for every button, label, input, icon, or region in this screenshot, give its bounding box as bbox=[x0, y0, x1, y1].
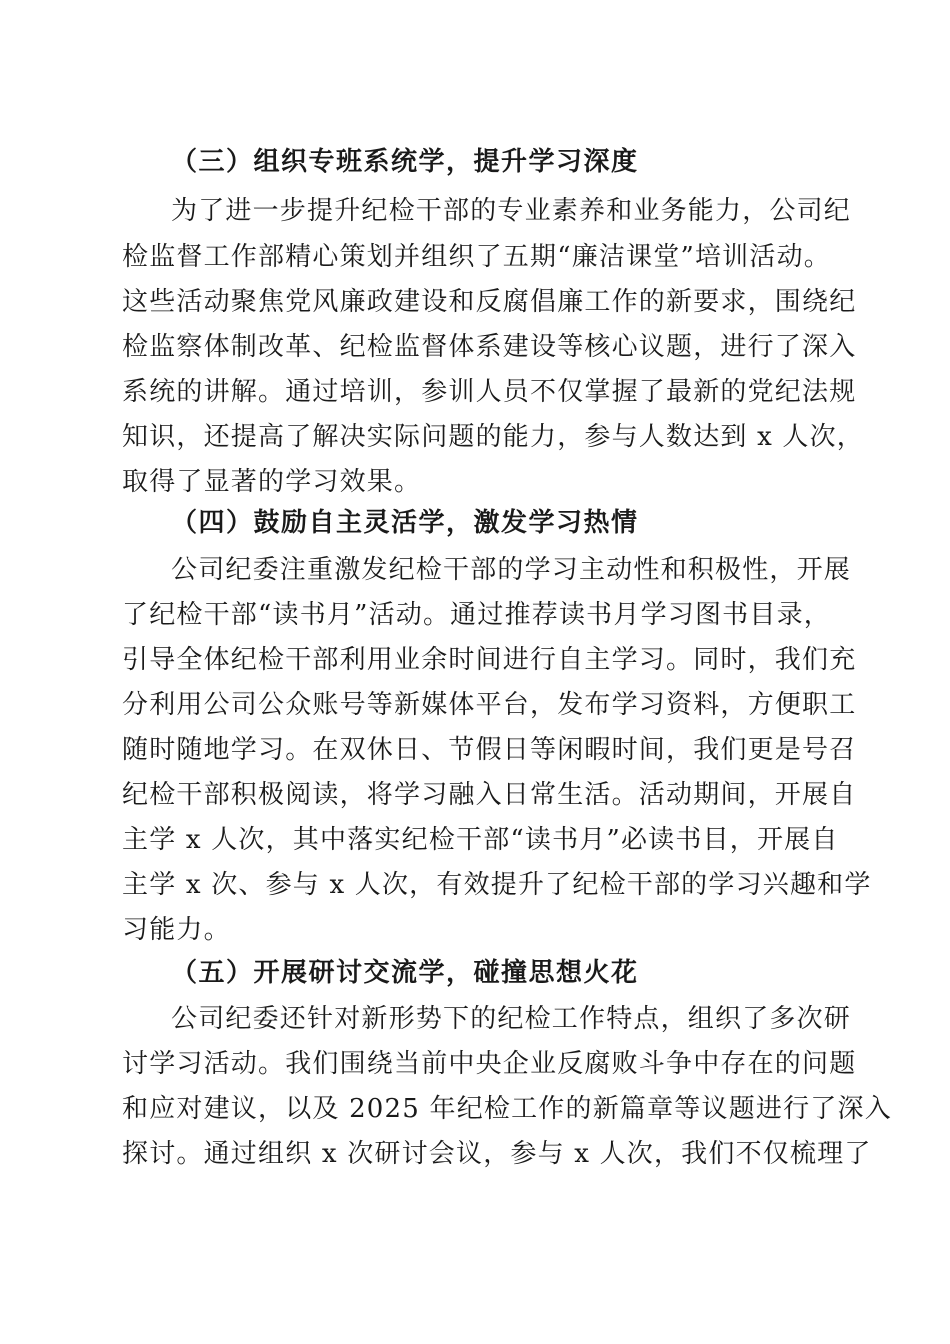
paragraph-line: 引导全体纪检干部利用业余时间进行自主学习。同时，我们充 bbox=[122, 645, 857, 675]
paragraph-line: 这些活动聚焦党风廉政建设和反腐倡廉工作的新要求，围绕纪 bbox=[122, 287, 857, 317]
paragraph-line: 讨学习活动。我们围绕当前中央企业反腐败斗争中存在的问题 bbox=[122, 1049, 857, 1079]
paragraph-line: 和应对建议，以及 2025 年纪检工作的新篇章等议题进行了深入 bbox=[122, 1094, 892, 1124]
paragraph-line: 取得了显著的学习效果。 bbox=[122, 467, 422, 497]
section-heading: （四）鼓励自主灵活学，激发学习热情 bbox=[171, 508, 639, 538]
paragraph-line: 检监察体制改革、纪检监督体系建设等核心议题，进行了深入 bbox=[122, 332, 857, 362]
paragraph-line: 分利用公司公众账号等新媒体平台，发布学习资料，方便职工 bbox=[122, 690, 857, 720]
paragraph-line: 为了进一步提升纪检干部的专业素养和业务能力，公司纪 bbox=[171, 196, 852, 226]
paragraph-line: 探讨。通过组织 x 次研讨会议，参与 x 人次，我们不仅梳理了 bbox=[122, 1139, 872, 1169]
paragraph-line: 系统的讲解。通过培训，参训人员不仅掌握了最新的党纪法规 bbox=[122, 377, 857, 407]
paragraph-line: 了纪检干部“读书月”活动。通过推荐读书月学习图书目录， bbox=[122, 600, 831, 630]
paragraph-line: 主学 x 人次，其中落实纪检干部“读书月”必读书目，开展自 bbox=[122, 825, 839, 855]
paragraph-line: 知识，还提高了解决实际问题的能力，参与人数达到 x 人次， bbox=[122, 422, 864, 452]
paragraph-line: 主学 x 次、参与 x 人次，有效提升了纪检干部的学习兴趣和学 bbox=[122, 870, 872, 900]
section-heading: （三）组织专班系统学，提升学习深度 bbox=[171, 147, 639, 177]
paragraph-line: 公司纪委还针对新形势下的纪检工作特点，组织了多次研 bbox=[171, 1004, 852, 1034]
paragraph-line: 纪检干部积极阅读，将学习融入日常生活。活动期间，开展自 bbox=[122, 780, 857, 810]
section-heading: （五）开展研讨交流学，碰撞思想火花 bbox=[171, 958, 639, 988]
paragraph-line: 检监督工作部精心策划并组织了五期“廉洁课堂”培训活动。 bbox=[122, 242, 831, 272]
paragraph-line: 公司纪委注重激发纪检干部的学习主动性和积极性，开展 bbox=[171, 555, 852, 585]
paragraph-line: 随时随地学习。在双休日、节假日等闲暇时间，我们更是号召 bbox=[122, 735, 857, 765]
paragraph-line: 习能力。 bbox=[122, 915, 231, 945]
